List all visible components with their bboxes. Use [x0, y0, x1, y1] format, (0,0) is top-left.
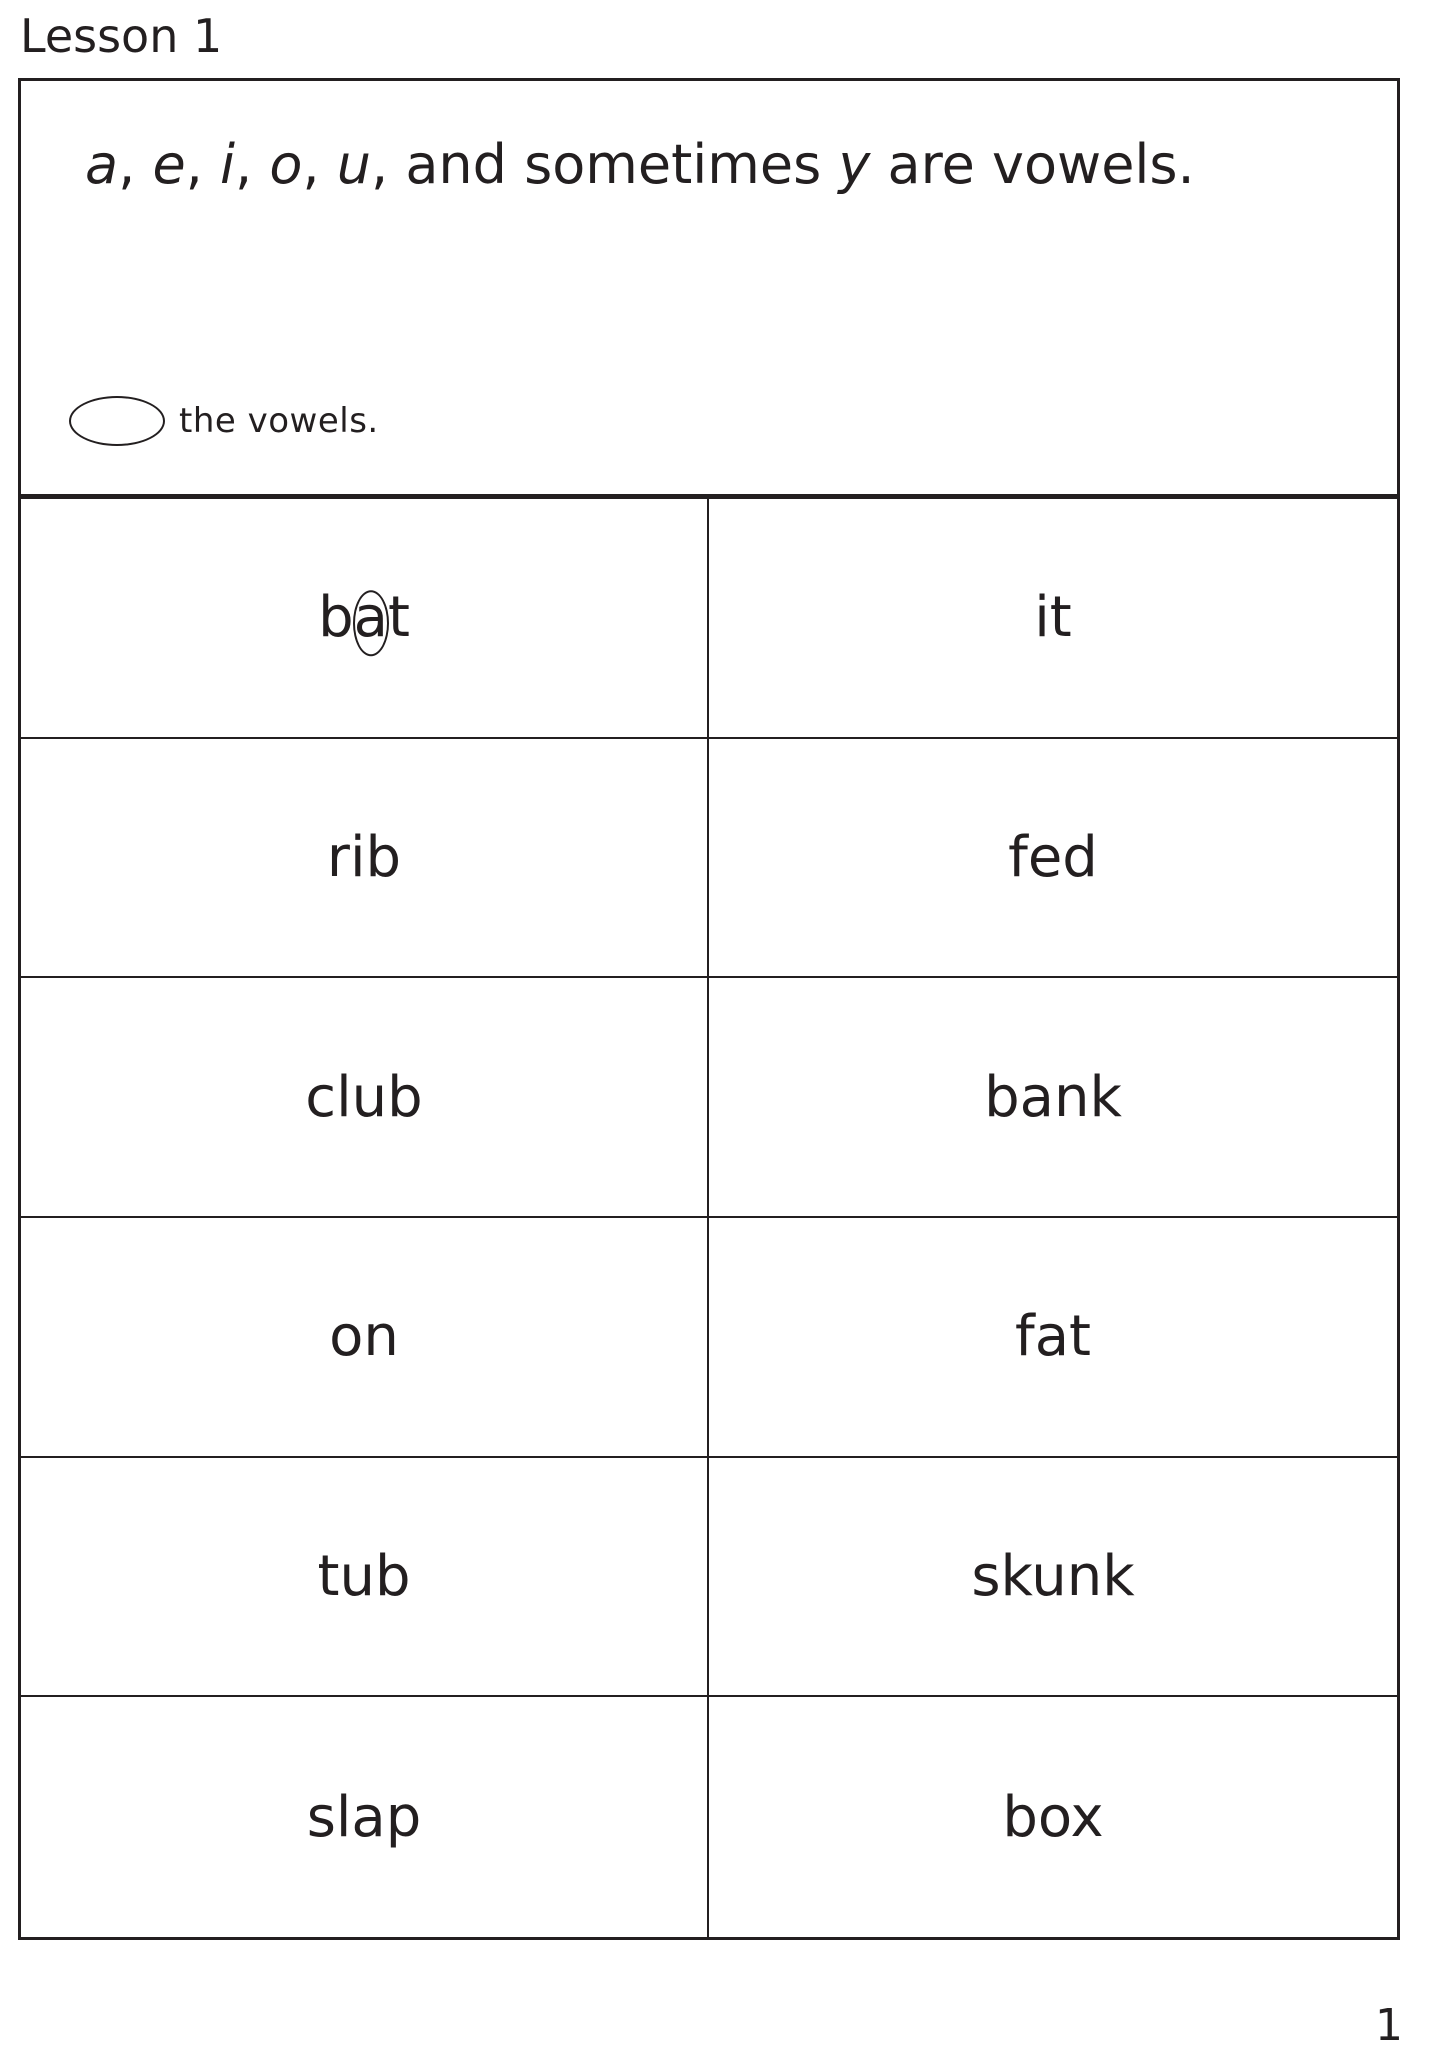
word[interactable]: fed — [1008, 824, 1098, 890]
word[interactable]: tub — [317, 1543, 411, 1609]
word-example-bat[interactable] — [318, 585, 410, 650]
word[interactable]: box — [1002, 1784, 1104, 1850]
vowel-e: e — [152, 133, 186, 196]
instruction — [69, 393, 379, 449]
word-cell[interactable] — [709, 1458, 1397, 1698]
word-cell[interactable] — [709, 739, 1397, 979]
word-cell[interactable] — [709, 499, 1397, 739]
word[interactable]: fat — [1015, 1304, 1091, 1370]
lesson-title: Lesson 1 — [20, 9, 223, 63]
word-cell[interactable] — [709, 978, 1397, 1218]
oval-icon — [69, 396, 165, 446]
word[interactable]: skunk — [971, 1543, 1135, 1609]
word-cell[interactable] — [21, 1697, 709, 1937]
letter: b — [318, 585, 354, 651]
word[interactable]: bank — [984, 1064, 1122, 1130]
vowel-i: i — [220, 133, 236, 196]
word-cell[interactable] — [21, 1458, 709, 1698]
worksheet — [18, 78, 1400, 1940]
rule-ending: are vowels. — [887, 133, 1195, 196]
word-cell[interactable] — [21, 1218, 709, 1458]
word-cell[interactable] — [21, 739, 709, 979]
vowel-a: a — [85, 133, 119, 196]
word[interactable]: it — [1034, 585, 1072, 651]
vowel-y: y — [838, 133, 871, 196]
rule-connector: and sometimes — [405, 133, 822, 196]
instruction-box — [21, 81, 1397, 499]
instruction-text: the vowels. — [179, 401, 379, 441]
circled-letter: a — [353, 585, 388, 651]
word[interactable]: rib — [326, 824, 402, 890]
word-cell[interactable] — [21, 978, 709, 1218]
word-cell[interactable] — [709, 1218, 1397, 1458]
word[interactable]: on — [329, 1304, 399, 1370]
word[interactable]: club — [305, 1064, 423, 1130]
word-cell[interactable] — [21, 499, 709, 739]
vowel-o: o — [269, 133, 303, 196]
page-number: 1 — [1375, 2000, 1403, 2051]
vowel-u: u — [336, 133, 371, 196]
word[interactable]: slap — [306, 1784, 422, 1850]
letter: t — [387, 585, 410, 651]
word-grid — [21, 499, 1397, 1937]
word-cell[interactable] — [709, 1697, 1397, 1937]
vowel-rule: a, e, i, o, u, and sometimes y are vowels. — [85, 133, 1195, 196]
